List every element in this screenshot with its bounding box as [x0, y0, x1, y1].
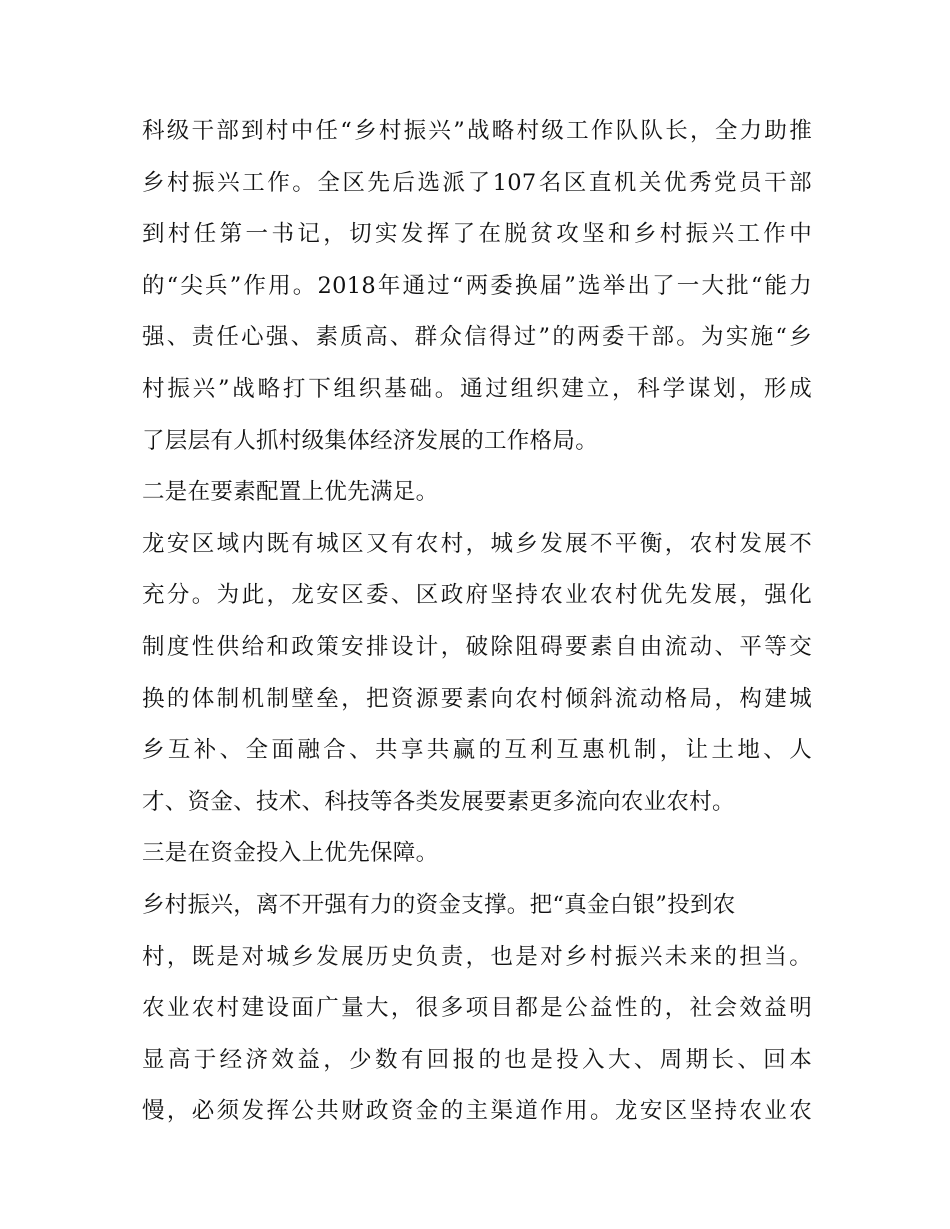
text-line: 换的体制机制壁垒，把资源要素向农村倾斜流动格局，构建城 [142, 685, 812, 712]
text-line: 了层层有人抓村级集体经济发展的工作格局。 [142, 427, 599, 454]
text-line: 村振兴”战略打下组织基础。通过组织建立，科学谋划，形成 [142, 375, 812, 402]
text-line: 慢，必须发挥公共财政资金的主渠道作用。龙安区坚持农业农 [142, 1098, 812, 1125]
text-line: 村，既是对城乡发展历史负责，也是对乡村振兴未来的担当。 [142, 943, 812, 970]
text-line: 农业农村建设面广量大，很多项目都是公益性的，社会效益明 [142, 995, 812, 1022]
text-line: 强、责任心强、素质高、群众信得过”的两委干部。为实施“乡 [142, 324, 812, 351]
text-line: 才、资金、技术、科技等各类发展要素更多流向农业农村。 [142, 788, 735, 815]
section-heading: 三是在资金投入上优先保障。 [142, 840, 439, 867]
body-text [142, 106, 822, 1138]
text-line: 的“尖兵”作用。2018年通过“两委换届”选举出了一大批“能力 [142, 272, 812, 299]
text-line: 龙安区域内既有城区又有农村，城乡发展不平衡，农村发展不 [142, 530, 812, 557]
text-line: 充分。为此，龙安区委、区政府坚持农业农村优先发展，强化 [142, 582, 812, 609]
text-line: 制度性供给和政策安排设计，破除阻碍要素自由流动、平等交 [142, 633, 812, 660]
text-line: 到村任第一书记，切实发挥了在脱贫攻坚和乡村振兴工作中 [142, 221, 812, 248]
text-line: 乡村振兴，离不开强有力的资金支撑。把“真金白银”投到农 [142, 891, 736, 918]
text-line: 乡互补、全面融合、共享共赢的互利互惠机制，让土地、人 [142, 737, 812, 764]
text-line: 乡村振兴工作。全区先后选派了107名区直机关优秀党员干部 [142, 169, 812, 196]
text-line: 显高于经济效益，少数有回报的也是投入大、周期长、回本 [142, 1046, 812, 1073]
section-heading: 二是在要素配置上优先满足。 [142, 479, 439, 506]
text-line: 科级干部到村中任“乡村振兴”战略村级工作队队长，全力助推 [142, 118, 812, 144]
